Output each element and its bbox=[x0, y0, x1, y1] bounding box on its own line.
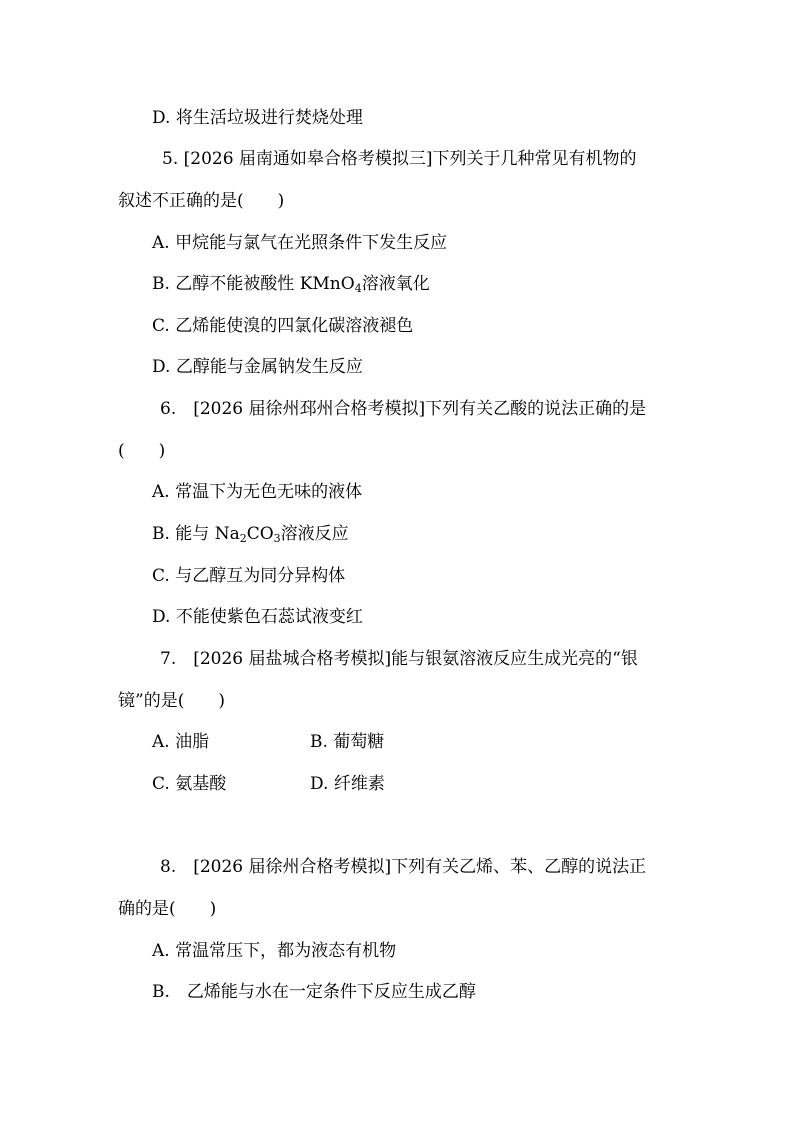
q6-option-c: C. 与乙醇互为同分异构体 bbox=[152, 566, 346, 586]
q8-option-a: A. 常温常压下，都为液态有机物 bbox=[152, 941, 397, 961]
q7-option-a: A. 油脂 bbox=[152, 732, 210, 752]
q5-option-a: A. 甲烷能与氯气在光照条件下发生反应 bbox=[152, 233, 448, 253]
q5-option-b bbox=[152, 273, 430, 300]
q6-option-b-subscript-2: 3 bbox=[273, 532, 281, 545]
q6-option-b-subscript-1: 2 bbox=[239, 532, 247, 545]
q6-option-a: A. 常温下为无色无味的液体 bbox=[152, 482, 363, 502]
q5-option-d: D. 乙醇能与金属钠发生反应 bbox=[152, 357, 363, 377]
q8-stem-line1: 8. [2026 届徐州合格考模拟]下列有关乙烯、苯、乙醇的说法正 bbox=[160, 857, 647, 877]
q5-stem-line2: 叙述不正确的是( ) bbox=[118, 191, 285, 211]
q6-option-b bbox=[152, 523, 349, 550]
q5-stem-line1: 5. [2026 届南通如皋合格考模拟三]下列关于几种常见有机物的 bbox=[162, 149, 637, 169]
q5-option-c: C. 乙烯能使溴的四氯化碳溶液褪色 bbox=[152, 316, 414, 336]
q5-option-b-text-end: 溶液氧化 bbox=[361, 274, 430, 294]
q6-option-b-text-mid: CO bbox=[246, 524, 274, 544]
q6-option-d: D. 不能使紫色石蕊试液变红 bbox=[152, 607, 363, 627]
q7-stem-line1: 7. [2026 届盐城合格考模拟]能与银氨溶液反应生成光亮的“银 bbox=[160, 649, 638, 669]
q6-option-b-text: B. 能与 Na bbox=[152, 524, 240, 544]
q8-option-b: B. 乙烯能与水在一定条件下反应生成乙醇 bbox=[152, 982, 476, 1002]
q6-stem-line2: ( ) bbox=[118, 441, 166, 461]
q5-option-b-text: B. 乙醇不能被酸性 KMnO bbox=[152, 274, 355, 294]
q7-stem-line2: 镜”的是( ) bbox=[118, 691, 225, 711]
q8-stem-line2: 确的是( ) bbox=[118, 899, 217, 919]
q6-option-b-text-end: 溶液反应 bbox=[280, 524, 349, 544]
q4-option-d: D. 将生活垃圾进行焚烧处理 bbox=[152, 108, 363, 128]
q7-option-b: B. 葡萄糖 bbox=[310, 732, 385, 752]
q7-option-d: D. 纤维素 bbox=[310, 774, 385, 794]
q6-stem-line1: 6. [2026 届徐州邳州合格考模拟]下列有关乙酸的说法正确的是 bbox=[160, 399, 647, 419]
q5-option-b-subscript: 4 bbox=[354, 282, 362, 295]
q7-option-c: C. 氨基酸 bbox=[152, 774, 227, 794]
